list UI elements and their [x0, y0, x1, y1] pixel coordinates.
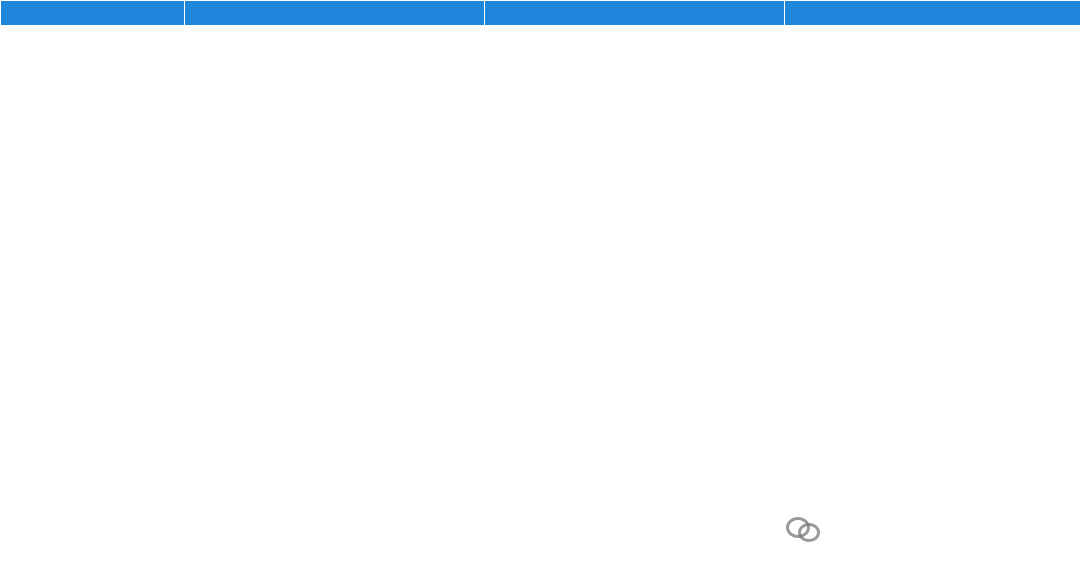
header-group-row — [1, 1, 1080, 26]
wechat-icon — [786, 515, 820, 541]
item-column-header — [1, 1, 185, 26]
group-header-lmfp-15 — [785, 1, 1080, 26]
group-header-lmfp-10 — [485, 1, 785, 26]
watermark — [786, 508, 1066, 548]
group-header-lfp — [185, 1, 485, 26]
cost-table — [0, 0, 1080, 26]
